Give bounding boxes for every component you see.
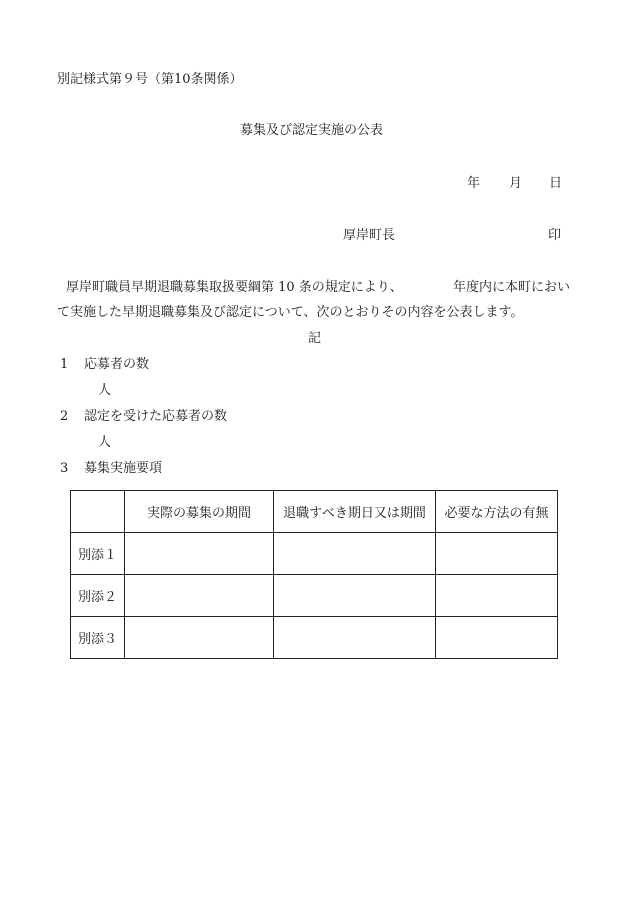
table-row: [71, 617, 558, 659]
table-cell: [125, 533, 274, 575]
table-cell: [274, 617, 436, 659]
form-number: 別記様式第９号（第10条関係）: [57, 72, 243, 87]
table-cell: [274, 575, 436, 617]
table-cell: [125, 575, 274, 617]
row-label: 別添３: [71, 617, 125, 659]
table-cell: [125, 617, 274, 659]
table-cell: [436, 575, 558, 617]
body-text-line-1a: 厚岸町職員早期退職募集取扱要綱第 10 条の規定により、: [66, 280, 403, 295]
date-year: 年: [467, 176, 481, 191]
row-label: 別添１: [71, 533, 125, 575]
row-label: 別添２: [71, 575, 125, 617]
table-header-cell: 退職すべき期日又は期間: [274, 491, 436, 533]
date-day: 日: [549, 176, 563, 191]
recruitment-table: [70, 490, 558, 659]
section-unit: 人: [98, 435, 112, 450]
table-header-cell: 実際の募集の期間: [125, 491, 274, 533]
section-label-certified: 認定を受けた応募者の数: [84, 409, 228, 424]
ki-heading: 記: [308, 331, 322, 346]
section-number: 1: [60, 357, 69, 372]
date-month: 月: [509, 176, 523, 191]
section-label-applicants: 応募者の数: [84, 357, 150, 372]
table-header-cell: 必要な方法の有無: [436, 491, 558, 533]
section-unit: 人: [98, 383, 112, 398]
section-label-guidelines: 募集実施要項: [84, 461, 163, 476]
section-number: 2: [60, 409, 69, 424]
signer-name: 厚岸町長: [343, 228, 396, 243]
table-cell: [436, 533, 558, 575]
section-number: 3: [60, 461, 69, 476]
body-text-line-1b: 年度内に本町におい: [453, 280, 571, 295]
table-row: [71, 575, 558, 617]
table-header-cell: [71, 491, 125, 533]
body-text-line-2: て実施した早期退職募集及び認定について、次のとおりその内容を公表します。: [57, 305, 524, 320]
table-header-row: [71, 491, 558, 533]
document-title: 募集及び認定実施の公表: [240, 123, 384, 138]
table-cell: [436, 617, 558, 659]
table-row: [71, 533, 558, 575]
table-cell: [274, 533, 436, 575]
seal-mark: 印: [548, 228, 562, 243]
